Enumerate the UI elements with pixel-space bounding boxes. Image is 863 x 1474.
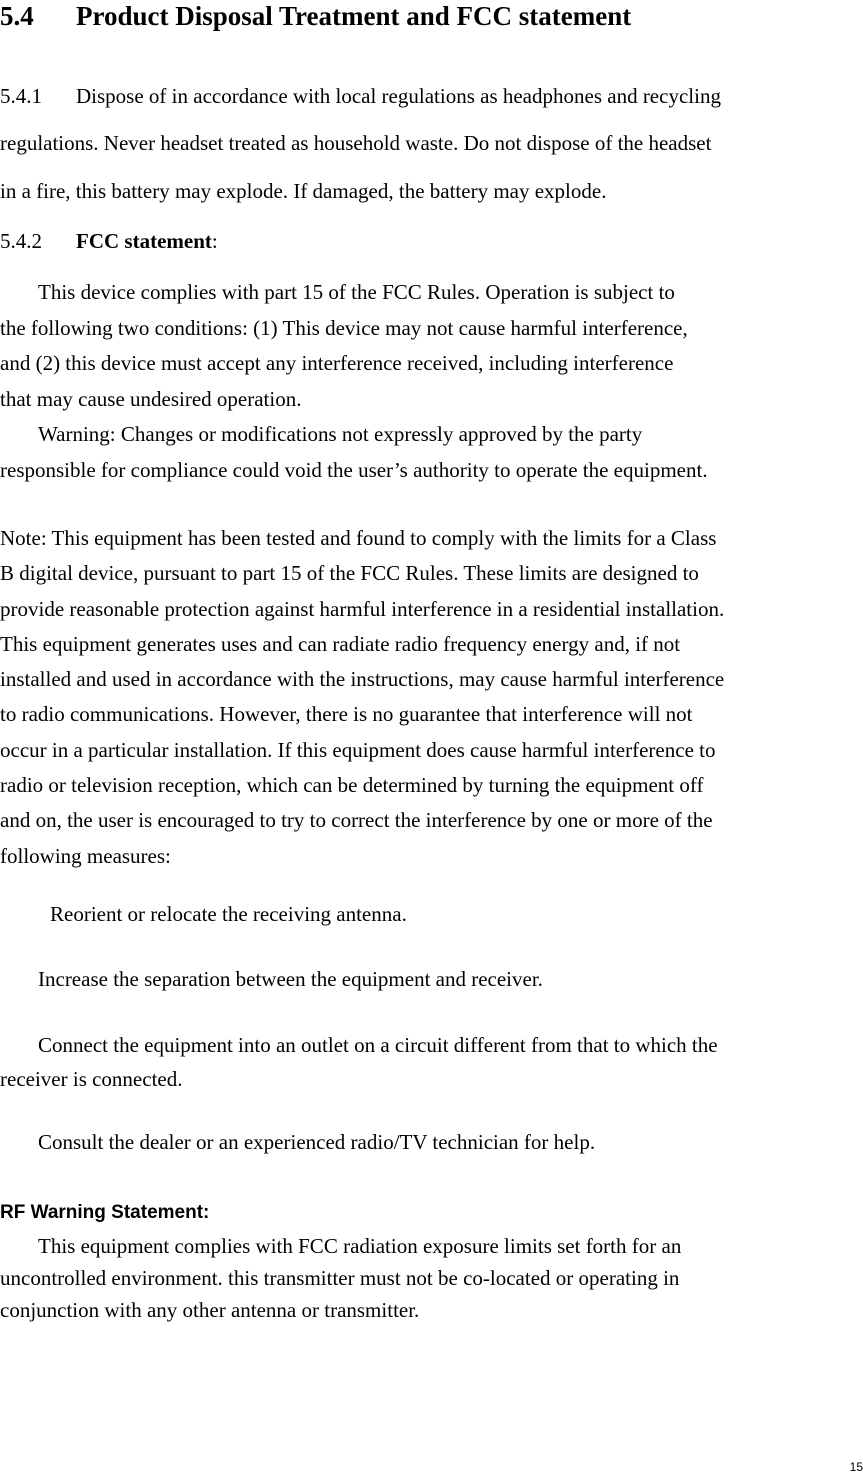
rf-warning-paragraph: This equipment complies with FCC radiation exposure limits set forth for an uncontrolled environment. this transmitter must not be co-located or operating in conjunction with any other antenna or transmitter. bbox=[0, 1234, 682, 1322]
fcc-heading-label: FCC statement bbox=[76, 229, 212, 253]
section-title: Product Disposal Treatment and FCC statement bbox=[76, 1, 632, 31]
fcc-note-paragraph: Note: This equipment has been tested and found to comply with the limits for a Class B digital device, pursuant to part 15 of the FCC Rules. These limits are designed to provide reasonable protection against harmful interference in a residential installation. This equipment generates uses and can radiate radio frequency energy and, if not installed and used in accordance with the instructions, may cause harmful interference to radio communications. However, there is no guarantee that interference will not occur in a particular installation. If this equipment does cause harmful interference to radio or television reception, which can be determined by turning the equipment off and on, the user is encouraged to try to correct the interference by one or more of the following measures: bbox=[0, 526, 725, 868]
measure-consult: Consult the dealer or an experienced radio/TV technician for help. bbox=[38, 1130, 596, 1154]
measure-increase: Increase the separation between the equipment and receiver. bbox=[38, 967, 543, 991]
disposal-line-2: regulations. Never headset treated as household waste. Do not dispose of the headset bbox=[0, 131, 712, 155]
rf-warning-heading: RF Warning Statement: bbox=[0, 1202, 210, 1223]
fcc-compliance-paragraph: This device complies with part 15 of the FCC Rules. Operation is subject to the following two conditions: (1) This device may not cause harmful interference, and (2) this device must accept any interference received, including interference that may cause undesired operation. bbox=[0, 280, 688, 411]
section-heading bbox=[0, 0, 631, 32]
fcc-heading: 5.4.2 FCC statement: bbox=[0, 229, 218, 253]
disposal-line-3: in a fire, this battery may explode. If damaged, the battery may explode. bbox=[0, 179, 607, 203]
disposal-line-1: 5.4.1 Dispose of in accordance with local regulations as headphones and recycling bbox=[0, 84, 721, 108]
fcc-warning-paragraph: Warning: Changes or modifications not expressly approved by the party responsible for compliance could void the user’s authority to operate the equipment. bbox=[0, 422, 708, 482]
page-number: 15 bbox=[849, 1460, 863, 1474]
measure-connect: Connect the equipment into an outlet on a circuit different from that to which the bbox=[38, 1033, 718, 1057]
measure-reorient: Reorient or relocate the receiving antenna. bbox=[50, 902, 407, 926]
section-number: 5.4 bbox=[0, 1, 34, 31]
fcc-number: 5.4.2 bbox=[0, 229, 42, 253]
measure-connect-continued: receiver is connected. bbox=[0, 1067, 183, 1091]
disposal-number: 5.4.1 bbox=[0, 84, 42, 108]
